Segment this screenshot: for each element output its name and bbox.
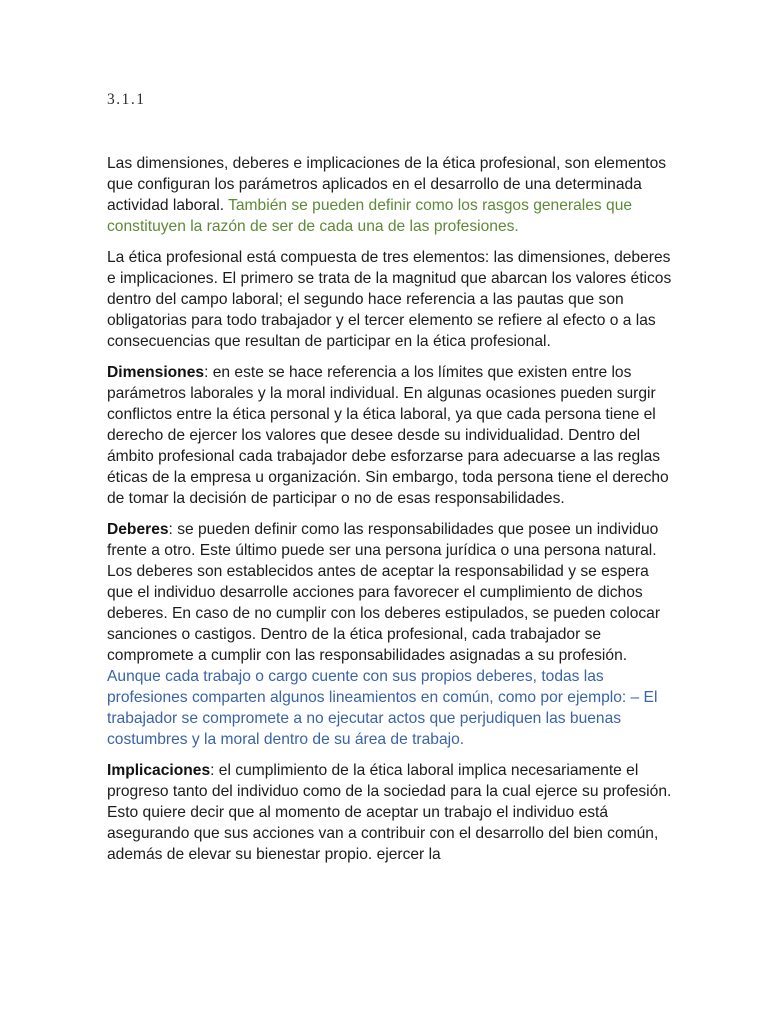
paragraph-elements-text: La ética profesional está compuesta de tres elementos: las dimensiones, deberes e implicaciones. El primero se trata de la magnitud que abarcan los valores éticos dentro del campo laboral; el segundo hace referencia a las pautas que son obligatorias para todo trabajador y el tercer elemento se refiere al efecto o a las consecuencias que resultan de participar en la ética profesional. — [107, 249, 672, 350]
paragraph-dimensiones-text: : en este se hace referencia a los límites que existen entre los parámetros laborales y la moral individual. En algunas ocasiones pueden surgir conflictos entre la ética personal y la ética laboral, ya que cada persona tiene el derecho de ejercer los valores que desee desde su individualidad. Dentro del ámbito profesional cada trabajador debe esforzarse para adecuarse a las reglas éticas de la empresa u organización. Sin embargo, toda persona tiene el derecho de tomar la decisión de participar o no de esas responsabilidades. — [107, 364, 669, 507]
paragraph-implicaciones-text: : el cumplimiento de la ética laboral implica necesariamente el progreso tanto del individuo como de la sociedad para la cual ejerce su profesión. Esto quiere decir que al momento de aceptar un trabajo el individuo está asegurando que sus acciones van a contribuir con el desarrollo del bien común, además de elevar su bienestar propio. ejercer la — [107, 762, 672, 863]
paragraph-deberes-text: : se pueden definir como las responsabilidades que posee un individuo frente a otro. Este último puede ser una persona jurídica o una persona natural. Los deberes son establecidos antes de aceptar la responsabilidad y se espera que el individuo desarrolle acciones para favorecer el cumplimiento de dichos deberes. En caso de no cumplir con los deberes estipulados, se pueden colocar sanciones o castigos. Dentro de la ética profesional, cada trabajador se compromete a cumplir con las responsabilidades asignadas a su profesión. — [107, 521, 661, 664]
section-number: 3.1.1 — [107, 91, 146, 108]
term-implicaciones: Implicaciones — [107, 762, 211, 779]
paragraph-intro-highlight: También se pueden definir como los rasgos generales que constituyen la razón de ser de cada una de las profesiones. — [107, 197, 633, 235]
paragraph-implicaciones — [107, 760, 677, 865]
paragraph-deberes — [107, 519, 677, 750]
document-body — [107, 153, 677, 875]
term-deberes: Deberes — [107, 521, 169, 538]
paragraph-intro — [107, 153, 677, 237]
paragraph-intro-text: Las dimensiones, deberes e implicaciones de la ética profesional, son elementos que configuran los parámetros aplicados en el desarrollo de una determinada actividad laboral. — [107, 155, 667, 214]
paragraph-deberes-highlight: Aunque cada trabajo o cargo cuente con sus propios deberes, todas las profesiones comparten algunos lineamientos en común, como por ejemplo: – El trabajador se compromete a no ejecutar actos que perjudiquen las buenas costumbres y la moral dentro de su área de trabajo. — [107, 668, 658, 748]
term-dimensiones: Dimensiones — [107, 364, 205, 381]
paragraph-elements — [107, 247, 677, 352]
paragraph-dimensiones — [107, 362, 677, 509]
